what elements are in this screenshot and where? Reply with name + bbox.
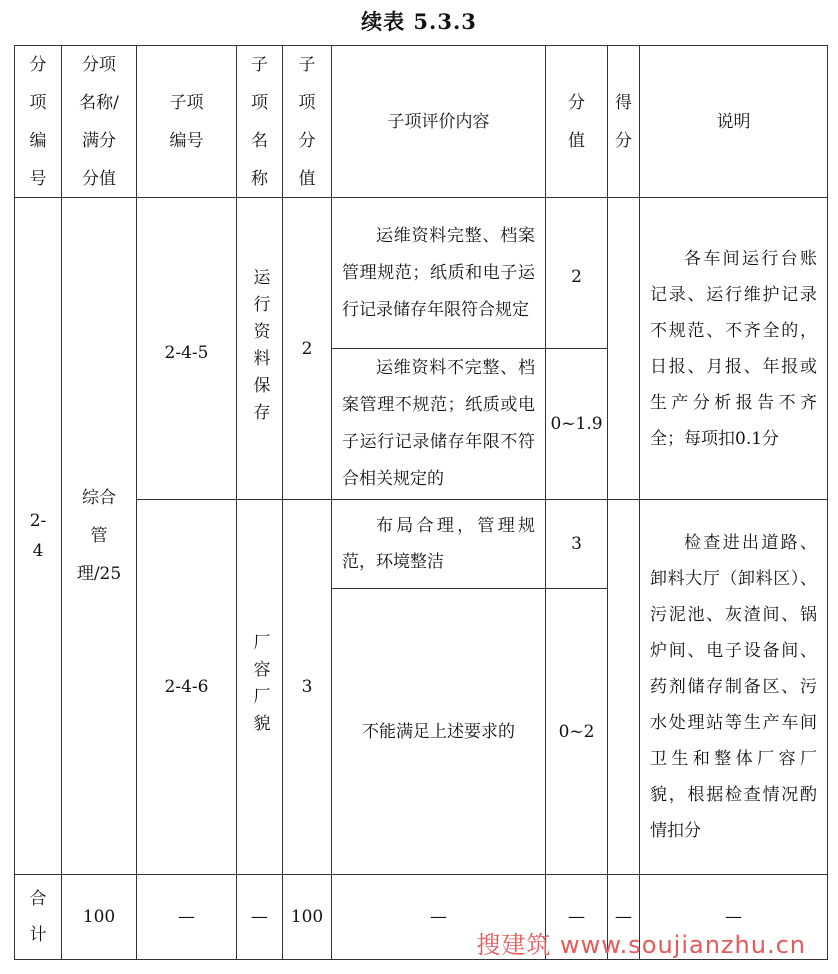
total-got: — (615, 907, 632, 927)
header-sub-no: 子项编号 (169, 92, 204, 151)
header-item-no: 分项编号 (29, 54, 47, 189)
header-item-name: 分项名称/满分分值 (79, 54, 119, 189)
item-no: 2-4 (29, 511, 47, 561)
table-title: 续表 5.3.3 (361, 9, 477, 34)
criteria-content: 运维资料不完整、档案管理不规范；纸质或电子运行记录储存年限不符合相关规定的 (342, 358, 535, 489)
remark: 检查进出道路、卸料大厅（卸料区）、污泥池、灰渣间、锅炉间、电子设备间、药剂储存制备区、污水处理站等生产车间卫生和整体厂容厂貌，根据检查情况酌情扣分 (650, 533, 817, 841)
sub-name: 厂容厂貌 (249, 633, 270, 741)
criteria-score: 0~2 (558, 721, 595, 742)
watermark: 搜建筑 www.soujianzhu.cn (476, 931, 806, 959)
total-sub-score: 100 (290, 907, 324, 927)
sub-score: 2 (301, 338, 313, 359)
header-remark: 说明 (716, 111, 751, 132)
total-remark: — (725, 907, 742, 927)
sub-no: 2-4-6 (164, 677, 209, 697)
header-score: 分值 (568, 92, 585, 151)
criteria-score: 0~1.9 (550, 414, 603, 434)
criteria-content: 运维资料完整、档案管理规范；纸质和电子运行记录储存年限符合规定 (342, 225, 535, 320)
header-sub-score: 子项分值 (298, 54, 316, 189)
criteria-content: 不能满足上述要求的 (362, 721, 515, 742)
sub-no: 2-4-5 (164, 343, 209, 363)
sub-score: 3 (301, 677, 313, 697)
remark: 各车间运行台账记录、运行维护记录不规范、不齐全的，日报、月报、年报或生产分析报告不齐全；每项扣0.1分 (650, 248, 817, 449)
total-sub-name: — (251, 907, 268, 927)
criteria-content: 布局合理，管理规范，环境整洁 (342, 516, 535, 572)
total-item-name: 100 (82, 907, 116, 927)
criteria-score: 2 (571, 267, 582, 287)
total-content: — (430, 907, 447, 927)
total-label: 合计 (29, 889, 47, 945)
header-sub-name: 子项名称 (251, 54, 268, 189)
header-content: 子项评价内容 (387, 111, 490, 132)
total-sub-no: — (178, 907, 195, 927)
criteria-score: 3 (571, 534, 582, 554)
total-score: — (568, 907, 585, 927)
sub-name: 运行资料保存 (249, 267, 270, 430)
header-got: 得分 (615, 92, 632, 151)
item-name: 综合管理/25 (76, 488, 122, 584)
